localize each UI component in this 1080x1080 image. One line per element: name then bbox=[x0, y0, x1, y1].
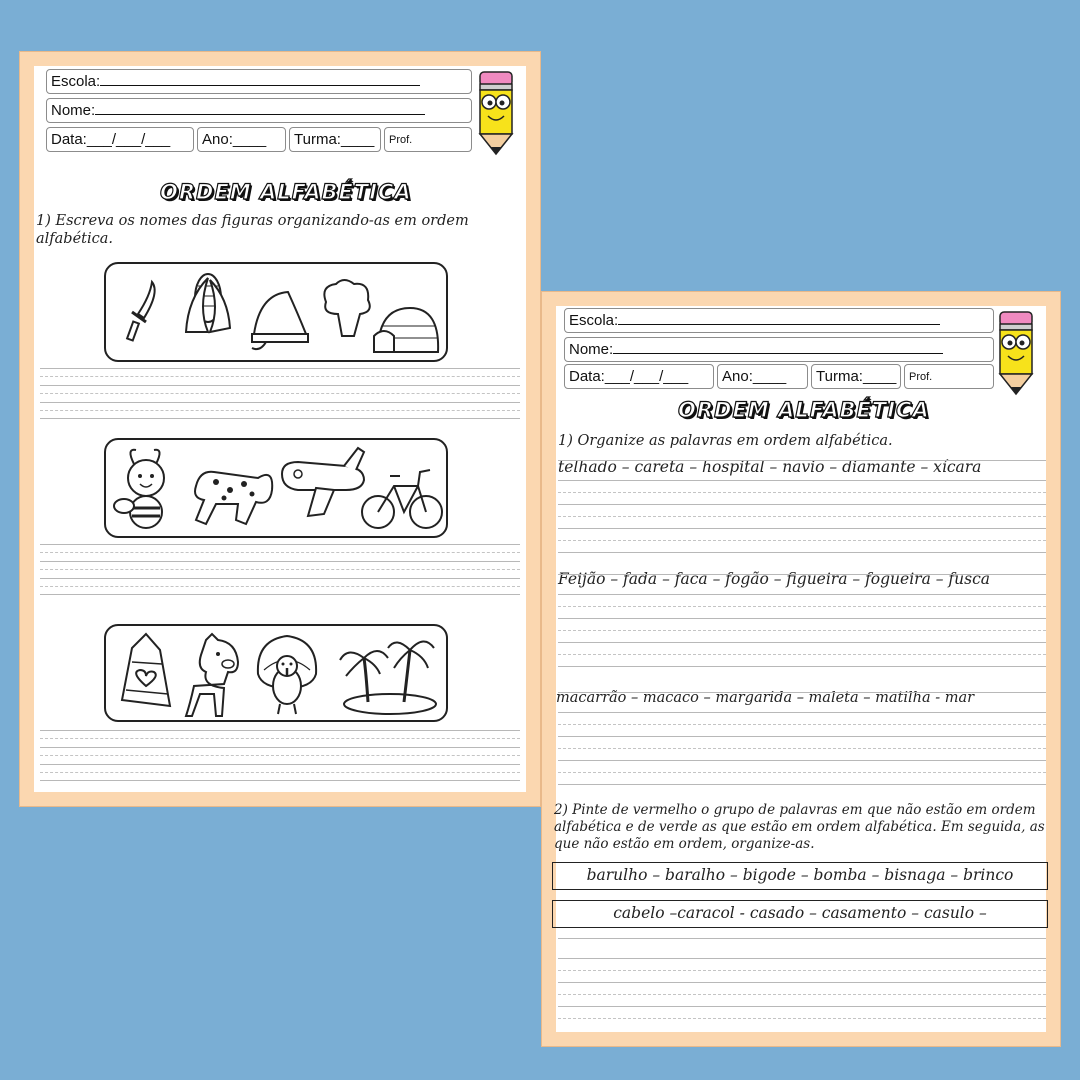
page-title: ORDEM ALFABÉTICA bbox=[160, 180, 412, 204]
sword-icon bbox=[122, 278, 162, 348]
worksheet-2 bbox=[542, 292, 1060, 1046]
pencil-mascot-icon bbox=[474, 70, 518, 156]
iron-icon bbox=[246, 286, 314, 356]
turma-field[interactable] bbox=[811, 364, 901, 389]
instruction-2-text: 2) Pinte de vermelho o grupo de palavras em que não estão em ordem alfabética e de verde as que estão em ordem alfabética. Em seguida, as que não estão em ordem, organize-as. bbox=[554, 802, 1045, 852]
answer-lines-2[interactable] bbox=[40, 544, 520, 594]
page-title: ORDEM ALFABÉTICA bbox=[678, 398, 930, 422]
instruction-1-text: 1) Organize as palavras em ordem alfabética. bbox=[558, 433, 893, 449]
prof-label: Prof. bbox=[909, 371, 933, 383]
word-box-1[interactable]: barulho – baralho – bigode – bomba – bisnaga – brinco bbox=[552, 862, 1048, 890]
bee-icon bbox=[112, 444, 180, 534]
turma-field[interactable] bbox=[289, 127, 381, 152]
airplane-icon bbox=[276, 444, 368, 520]
word-box-2[interactable]: cabelo –caracol - casado – casamento – casulo – bbox=[552, 900, 1048, 928]
data-label: Data:___/___/___ bbox=[569, 368, 689, 385]
worksheet-1 bbox=[20, 52, 540, 806]
answer-lines-2[interactable] bbox=[558, 574, 1046, 670]
escola-label: Escola: bbox=[569, 312, 619, 329]
ano-field[interactable] bbox=[717, 364, 808, 389]
nome-field[interactable] bbox=[46, 98, 472, 123]
worksheet-2-page bbox=[556, 306, 1046, 1032]
data-field[interactable] bbox=[564, 364, 714, 389]
escola-field[interactable] bbox=[46, 69, 472, 94]
data-label: Data:___/___/___ bbox=[51, 131, 171, 148]
igloo-icon bbox=[372, 302, 442, 356]
ano-label: Ano:____ bbox=[722, 368, 787, 385]
answer-lines-3[interactable] bbox=[40, 730, 520, 780]
pencil-mascot-icon bbox=[994, 310, 1038, 396]
broccoli-icon bbox=[316, 276, 378, 346]
instruction-text: 1) Escreva os nomes das figuras organizando-as em ordem alfabética. bbox=[36, 213, 469, 247]
dalmatian-icon bbox=[186, 450, 278, 532]
word-line-3: macarrão – macaco – margarida – maleta – matilha - mar bbox=[556, 690, 975, 706]
prof-label: Prof. bbox=[389, 134, 413, 146]
picture-box-2 bbox=[104, 438, 448, 538]
data-field[interactable] bbox=[46, 127, 194, 152]
turkey-icon bbox=[252, 630, 322, 720]
prof-field[interactable] bbox=[904, 364, 994, 389]
picture-box-1 bbox=[104, 262, 448, 362]
nome-field[interactable] bbox=[564, 337, 994, 362]
ano-label: Ano:____ bbox=[202, 131, 267, 148]
word-line-1: telhado – careta – hospital – navio – diamante – xícara bbox=[558, 458, 982, 476]
escola-label: Escola: bbox=[51, 73, 101, 90]
corn-icon bbox=[178, 268, 238, 338]
answer-lines-3[interactable] bbox=[558, 692, 1046, 784]
prof-field[interactable] bbox=[384, 127, 472, 152]
word-line-2: Feijão – fada – faca – fogão – figueira – fogueira – fusca bbox=[558, 570, 991, 588]
island-icon bbox=[338, 632, 438, 718]
turma-label: Turma:____ bbox=[294, 131, 375, 148]
crayon-icon bbox=[116, 630, 176, 716]
nome-label: Nome: bbox=[569, 341, 614, 358]
worksheet-1-page bbox=[34, 66, 526, 792]
answer-lines-1[interactable] bbox=[40, 368, 520, 418]
bicycle-icon bbox=[360, 462, 446, 534]
turma-label: Turma:____ bbox=[816, 368, 897, 385]
horse-icon bbox=[178, 632, 252, 720]
ano-field[interactable] bbox=[197, 127, 286, 152]
picture-box-3 bbox=[104, 624, 448, 722]
answer-lines-4[interactable] bbox=[558, 938, 1046, 1028]
answer-lines-1[interactable] bbox=[558, 460, 1046, 556]
nome-label: Nome: bbox=[51, 102, 96, 119]
escola-field[interactable] bbox=[564, 308, 994, 333]
